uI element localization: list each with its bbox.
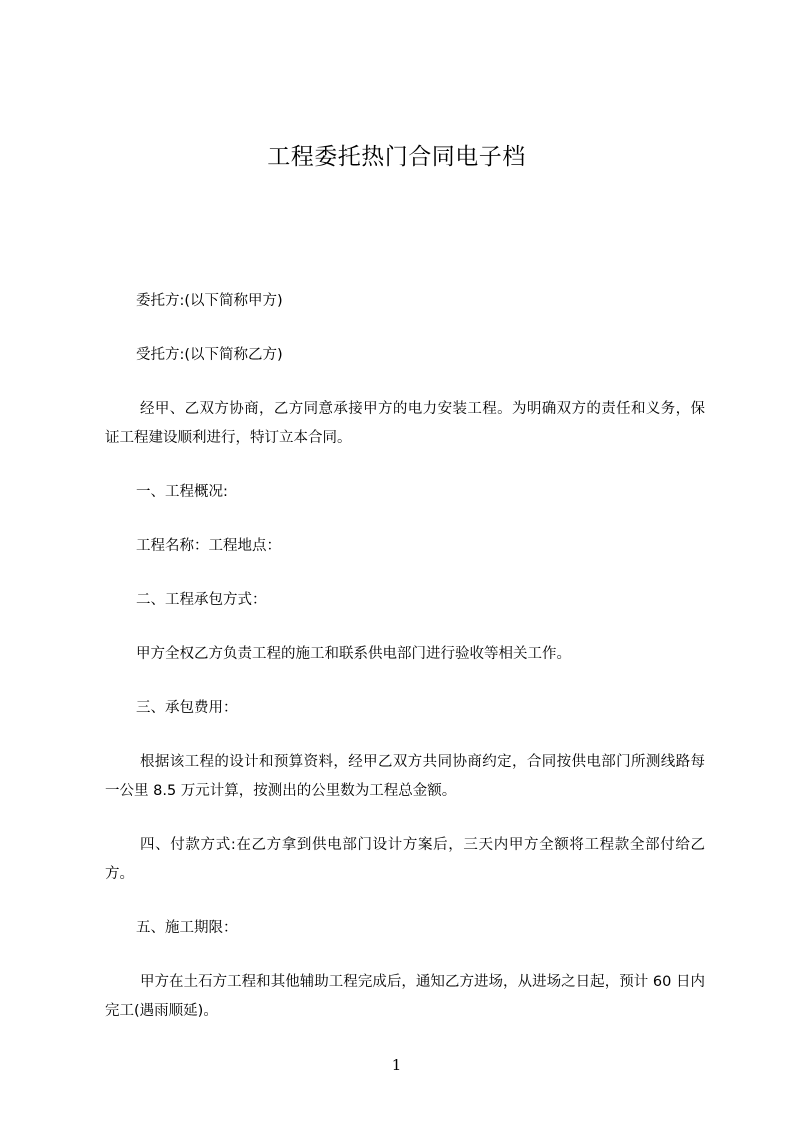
document-title: 工程委托热门合同电子档	[267, 144, 526, 170]
heading-contracting-method: 二、工程承包方式：	[136, 592, 267, 608]
heading-project-overview: 一、工程概况:	[136, 484, 228, 500]
paragraph-preamble: 经甲、乙双方协商，乙方同意承接甲方的电力安装工程。为明确双方的责任和义务，保证工程建设顺利进行，特订立本合同。	[105, 401, 705, 446]
paragraph-contract-fee: 根据该工程的设计和预算资料，经甲乙双方共同协商约定，合同按供电部门所测线路每一公里 8.5 万元计算，按测出的公里数为工程总金额。	[105, 754, 705, 799]
heading-contract-fee: 三、承包费用：	[136, 700, 238, 716]
paragraph-payment-method: 四、付款方式:在乙方拿到供电部门设计方案后，三天内甲方全额将工程款全部付给乙方。	[105, 837, 705, 882]
paragraph-project-name-location: 工程名称：工程地点：	[136, 538, 281, 554]
paragraph-client: 委托方:(以下简称甲方)	[136, 293, 283, 309]
page-number: 1	[391, 1056, 402, 1074]
document-body	[105, 287, 705, 1051]
heading-construction-period: 五、施工期限：	[136, 920, 238, 936]
paragraph-contracting-method: 甲方全权乙方负责工程的施工和联系供电部门进行验收等相关工作。	[136, 646, 571, 662]
paragraph-contractor: 受托方:(以下简称乙方)	[136, 347, 283, 363]
paragraph-construction-period: 甲方在土石方工程和其他辅助工程完成后，通知乙方进场，从进场之日起，预计 60 日内完工(遇雨顺延)。	[105, 974, 705, 1019]
